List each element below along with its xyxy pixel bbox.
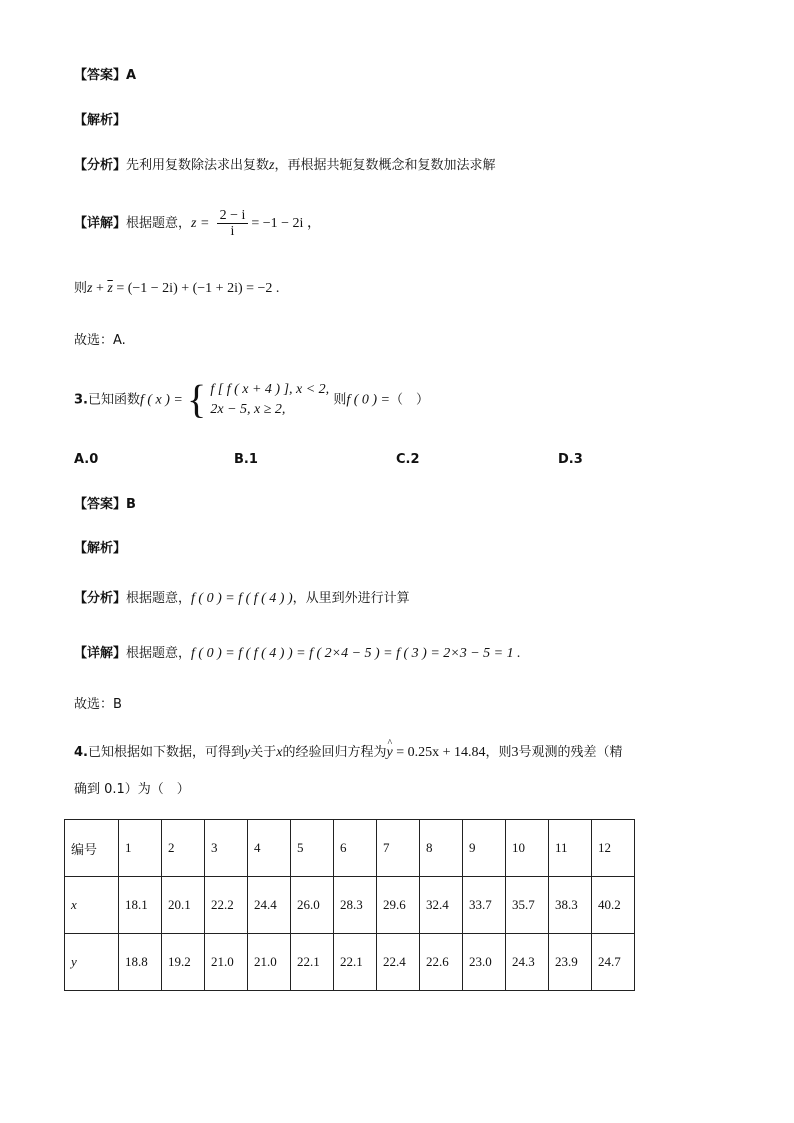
q2-choose: 故选：A. <box>74 333 126 348</box>
table-cell: 18.1 <box>119 877 162 934</box>
table-cell: 28.3 <box>334 877 377 934</box>
table-cell: 19.2 <box>162 934 205 991</box>
q2-conj-line <box>74 279 279 299</box>
q3-number: 3. <box>74 392 88 408</box>
detail-z-eq: z = <box>191 216 210 231</box>
answer-value: B <box>126 497 136 512</box>
q2-answer-line <box>74 66 136 86</box>
q4-var-x: x <box>276 745 283 760</box>
table-cell: 29.6 <box>377 877 420 934</box>
q4-stem-4: ，则 <box>485 745 512 760</box>
q4-equation-rest: = 0.25x + 14.84 <box>392 745 486 760</box>
option-a: A.0 <box>74 452 99 467</box>
q3-answer-line <box>74 495 136 515</box>
conj-rest: = (−1 − 2i) + (−1 + 2i) = −2 . <box>112 281 280 296</box>
table-cell: 38.3 <box>549 877 592 934</box>
table-cell: 21.0 <box>248 934 291 991</box>
answer-tag: 【答案】 <box>74 497 127 512</box>
fenxi-text-2: ，再根据共轭复数概念和复数加法求解 <box>274 158 496 173</box>
detail-fraction <box>217 208 249 239</box>
piecewise <box>187 378 329 422</box>
table-cell: 18.8 <box>119 934 162 991</box>
table-cell: 8 <box>420 820 463 877</box>
q4-stem-line-2: 确到 0.1）为（ ） <box>74 782 190 797</box>
table-cell: 23.0 <box>463 934 506 991</box>
detail-result: = −1 − 2i ， <box>251 216 321 231</box>
case-1: f [ f ( x + 4 ) ], x < 2, <box>210 381 330 397</box>
table-cell: 26.0 <box>291 877 334 934</box>
table-row-y <box>65 934 635 991</box>
conj-plus: + <box>92 281 108 296</box>
q3-choose: 故选：B <box>74 697 122 712</box>
q3-analysis-tag: 【解析】 <box>74 541 127 556</box>
table-cell: 24.7 <box>592 934 635 991</box>
q2-analysis-tag: 【解析】 <box>74 113 127 128</box>
table-cell: 22.1 <box>334 934 377 991</box>
table-cell: 24.3 <box>506 934 549 991</box>
table-cell: 1 <box>119 820 162 877</box>
q4-stem-1: 已知根据如下数据，可得到 <box>87 745 244 760</box>
fenxi-text: 根据题意， <box>126 591 192 606</box>
q3-paren: （ ） <box>390 392 430 408</box>
q3-stem <box>74 378 429 423</box>
table-row-label-y: y <box>65 934 119 991</box>
fraction-numerator: 2 − i <box>217 208 249 224</box>
q4-stem-5: 号观测的残差（精 <box>518 745 623 760</box>
table-row-x <box>65 877 635 934</box>
conj-zbar: $\overline{z}$ <box>107 281 113 296</box>
left-brace-icon: { <box>187 376 207 422</box>
data-table <box>64 819 635 991</box>
detail-text: 根据题意， <box>126 646 192 661</box>
table-cell: 21.0 <box>205 934 248 991</box>
table-row-ids <box>65 820 635 877</box>
fenxi-tail: ，从里到外进行计算 <box>292 591 410 606</box>
q4-stem-2: 关于 <box>250 745 277 760</box>
option-d: D.3 <box>558 452 583 467</box>
detail-text: 根据题意， <box>126 216 192 231</box>
table-cell: 32.4 <box>420 877 463 934</box>
table-cell: 5 <box>291 820 334 877</box>
table-cell: 22.1 <box>291 934 334 991</box>
q2-detail-line <box>74 207 321 241</box>
detail-math: f ( 0 ) = f ( f ( 4 ) ) = f ( 2×4 − 5 ) = f ( 3 ) = 2×3 − 5 = 1 . <box>191 646 521 661</box>
q4-stem-line-1 <box>74 743 623 763</box>
table-cell: 23.9 <box>549 934 592 991</box>
answer-value: A <box>126 68 137 83</box>
q4-number: 4. <box>74 745 88 760</box>
fraction-denominator: i <box>230 224 235 239</box>
option-c: C.2 <box>396 452 420 467</box>
table-cell: 40.2 <box>592 877 635 934</box>
q4-var-y: y <box>244 745 251 760</box>
fenxi-math: f ( 0 ) = f ( f ( 4 ) ) <box>191 591 293 606</box>
table-cell: 20.1 <box>162 877 205 934</box>
table-cell: 4 <box>248 820 291 877</box>
q4-equation-yhat: ^ y <box>386 743 392 763</box>
q4-stem-3: 的经验回归方程为 <box>282 745 387 760</box>
q3-fenxi-line <box>74 589 410 609</box>
fenxi-var: z <box>269 158 275 173</box>
conj-z: z <box>87 281 93 296</box>
table-cell: 3 <box>205 820 248 877</box>
table-cell: 22.6 <box>420 934 463 991</box>
table-cell: 22.4 <box>377 934 420 991</box>
q3-ask: 则 <box>333 392 347 408</box>
case-2: 2x − 5, x ≥ 2, <box>210 401 286 417</box>
table-cell: 11 <box>549 820 592 877</box>
table-cell: 10 <box>506 820 549 877</box>
fenxi-text: 先利用复数除法求出复数 <box>126 158 270 173</box>
table-cell: 9 <box>463 820 506 877</box>
table-cell: 12 <box>592 820 635 877</box>
detail-tag: 【详解】 <box>74 646 127 661</box>
detail-tag: 【详解】 <box>74 216 127 231</box>
table-cell: 22.2 <box>205 877 248 934</box>
option-b: B.1 <box>234 452 258 467</box>
table-cell: 6 <box>334 820 377 877</box>
table-cell: 24.4 <box>248 877 291 934</box>
q3-stem-text: 已知函数 <box>87 392 140 408</box>
conj-prefix: 则 <box>74 281 88 296</box>
table-row-label-x: x <box>65 877 119 934</box>
table-cell: 35.7 <box>506 877 549 934</box>
fenxi-tag: 【分析】 <box>74 591 127 606</box>
answer-tag: 【答案】 <box>74 68 127 83</box>
piecewise-cases <box>210 380 329 420</box>
q2-fenxi-line <box>74 156 496 176</box>
table-header-cell: 编号 <box>65 820 119 877</box>
table-cell: 33.7 <box>463 877 506 934</box>
q3-f0: f ( 0 ) = <box>346 392 391 408</box>
q3-fx: f ( x ) = <box>140 392 183 408</box>
q4-num3: 3 <box>511 745 519 760</box>
table-cell: 7 <box>377 820 420 877</box>
table-cell: 2 <box>162 820 205 877</box>
q3-detail-line <box>74 644 521 664</box>
fenxi-tag: 【分析】 <box>74 158 127 173</box>
